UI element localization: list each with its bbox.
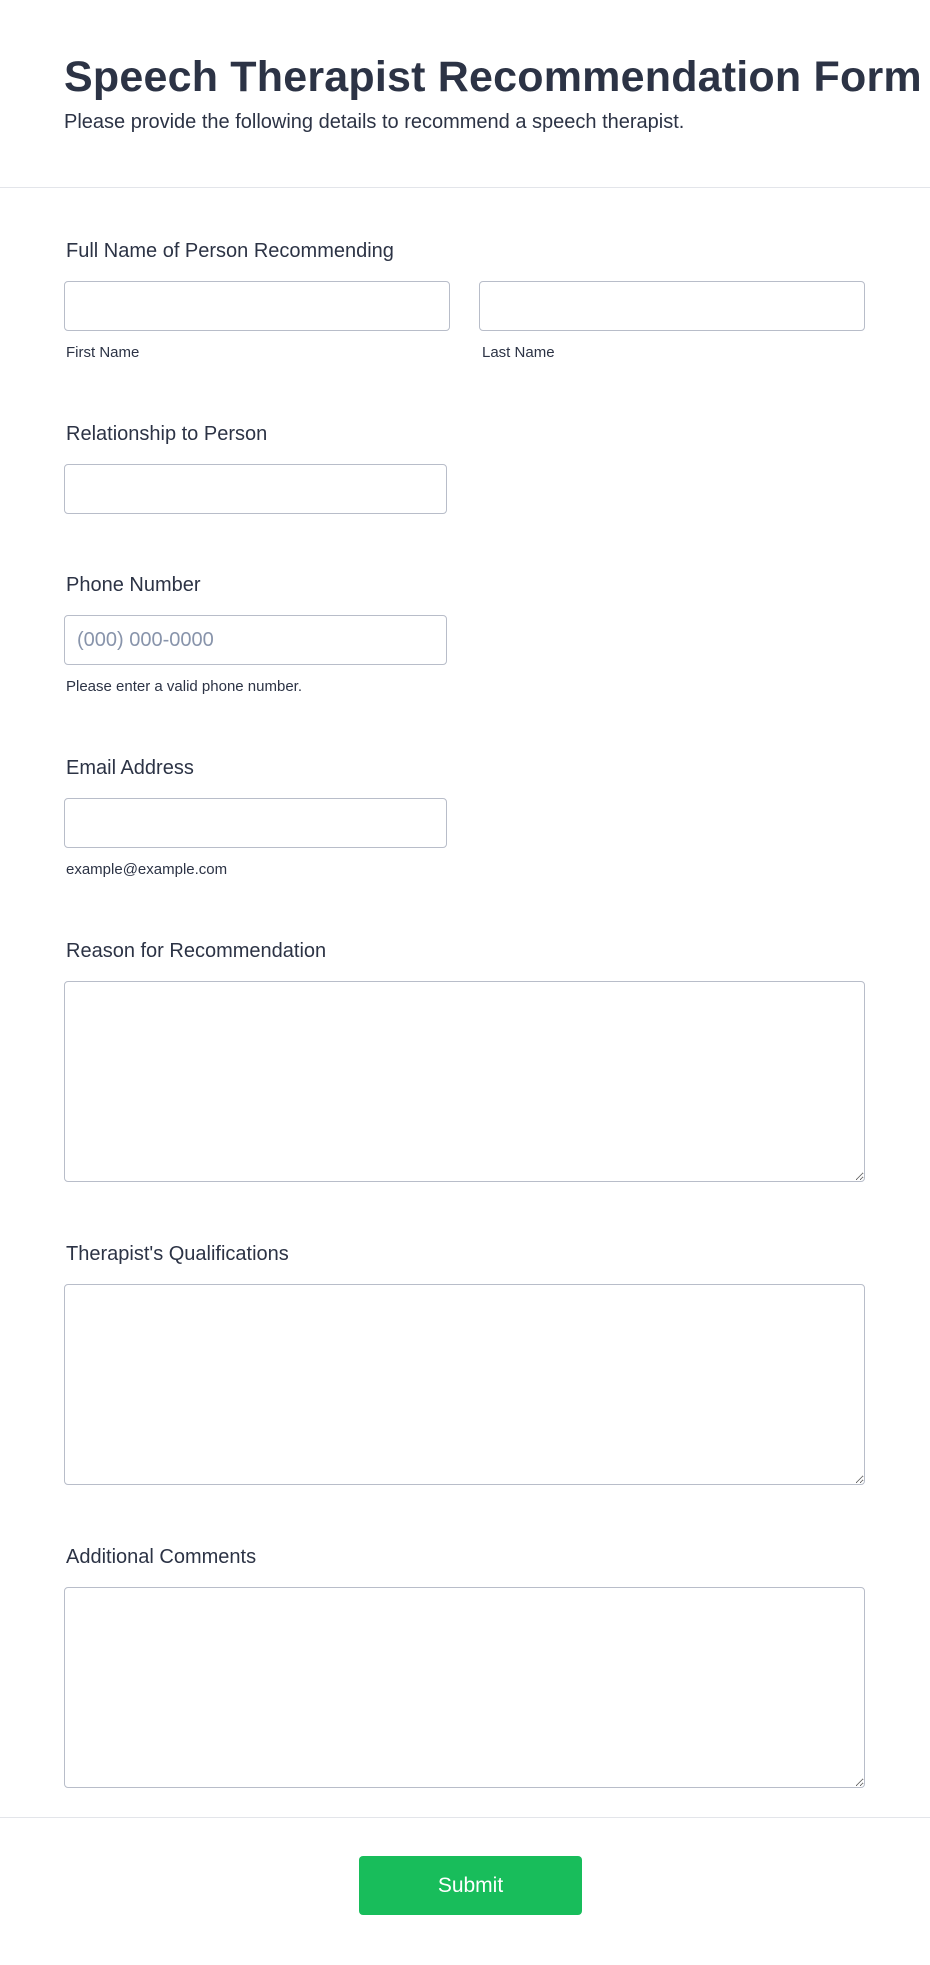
reason-label: Reason for Recommendation [66,940,327,962]
phone-label: Phone Number [66,574,201,596]
submit-button[interactable]: Submit [359,1856,582,1915]
first-name-input[interactable] [64,281,450,331]
last-name-sublabel: Last Name [482,344,555,361]
form-title: Speech Therapist Recommendation Form [64,53,922,101]
relationship-label: Relationship to Person [66,423,268,445]
relationship-input[interactable] [64,464,447,514]
phone-sublabel: Please enter a valid phone number. [66,678,302,695]
form-header [0,0,930,188]
first-name-sublabel: First Name [66,344,140,361]
email-label: Email Address [66,757,194,779]
reason-textarea[interactable] [64,981,865,1182]
form-subtitle: Please provide the following details to recommend a speech therapist. [64,111,685,133]
last-name-input[interactable] [479,281,865,331]
comments-label: Additional Comments [66,1546,257,1568]
full-name-label: Full Name of Person Recommending [66,240,394,262]
qualifications-label: Therapist's Qualifications [66,1243,289,1265]
email-input[interactable] [64,798,447,848]
email-sublabel: example@example.com [66,861,228,878]
comments-textarea[interactable] [64,1587,865,1788]
qualifications-textarea[interactable] [64,1284,865,1485]
phone-input[interactable] [64,615,447,665]
